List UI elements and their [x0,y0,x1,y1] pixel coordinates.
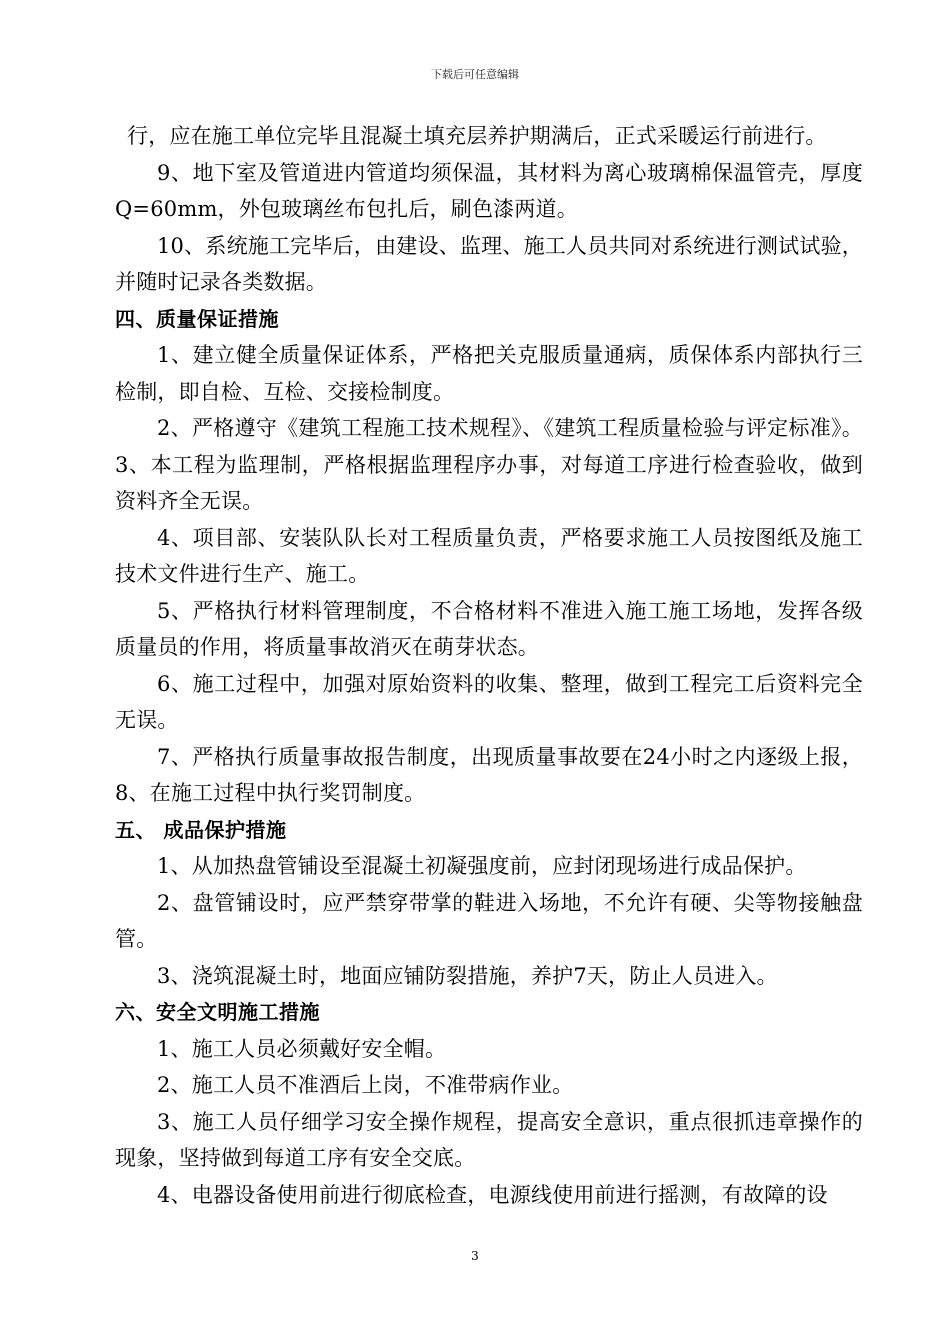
paragraph: 2、盘管铺设时，应严禁穿带掌的鞋进入场地，不允许有硬、尖等物接触盘管。 [115,890,863,951]
section-heading: 五、 成品保护措施 [115,817,287,842]
paragraph: 2、严格遵守《建筑工程施工技术规程》、《建筑工程质量检验与评定标准》。3、本工程为监理制，严格根据监理程序办事，对每道工序进行检查验收，做到资料齐全无误。 [115,416,863,513]
paragraph: 行，应在施工单位完毕且混凝土填充层养护期满后，正式采暖运行前进行。 [127,124,827,148]
paragraph: 6、施工过程中，加强对原始资料的收集、整理，做到工程完工后资料完全无误。 [115,671,863,732]
paragraph: 5、严格执行材料管理制度，不合格材料不准进入施工施工场地，发挥各级质量员的作用，将质量事故消灭在萌芽状态。 [115,598,863,659]
page-header: 下载后可任意编辑 [431,68,519,81]
paragraph: 10、系统施工完毕后，由建设、监理、施工人员共同对系统进行测试试验，并随时记录各类数据。 [115,233,863,294]
paragraph: 2、施工人员不准酒后上岗，不准带病作业。 [157,1073,574,1097]
paragraph: 4、电器设备使用前进行彻底检查，电源线使用前进行摇测，有故障的设 [157,1182,828,1207]
paragraph: 9、地下室及管道进内管道均须保温，其材料为离心玻璃棉保温管壳，厚度Q=60mm，外包玻璃丝布包扎后，刷色漆两道。 [115,160,863,221]
section-heading: 六、安全文明施工措施 [115,1000,320,1024]
section-heading: 四、质量保证措施 [115,306,279,331]
paragraph: 1、建立健全质量保证体系，严格把关克服质量通病，质保体系内部执行三检制，即自检、互检、交接检制度。 [115,343,863,404]
paragraph: 1、从加热盘管铺设至混凝土初凝强度前，应封闭现场进行成品保护。 [157,854,807,878]
paragraph: 7、严格执行质量事故报告制度，出现质量事故要在24小时之内逐级上报，8、在施工过程中执行奖罚制度。 [115,744,863,805]
page-number: 3 [471,1249,479,1263]
paragraph: 1、施工人员必须戴好安全帽。 [157,1036,447,1061]
paragraph: 3、浇筑混凝土时，地面应铺防裂措施，养护7天，防止人员进入。 [157,963,778,988]
paragraph: 3、施工人员仔细学习安全操作规程，提高安全意识，重点很抓违章操作的现象，坚持做到每道工序有安全交底。 [115,1109,863,1170]
document-body [115,118,863,1213]
paragraph: 4、项目部、安装队队长对工程质量负责，严格要求施工人员按图纸及施工技术文件进行生产、施工。 [115,525,863,586]
